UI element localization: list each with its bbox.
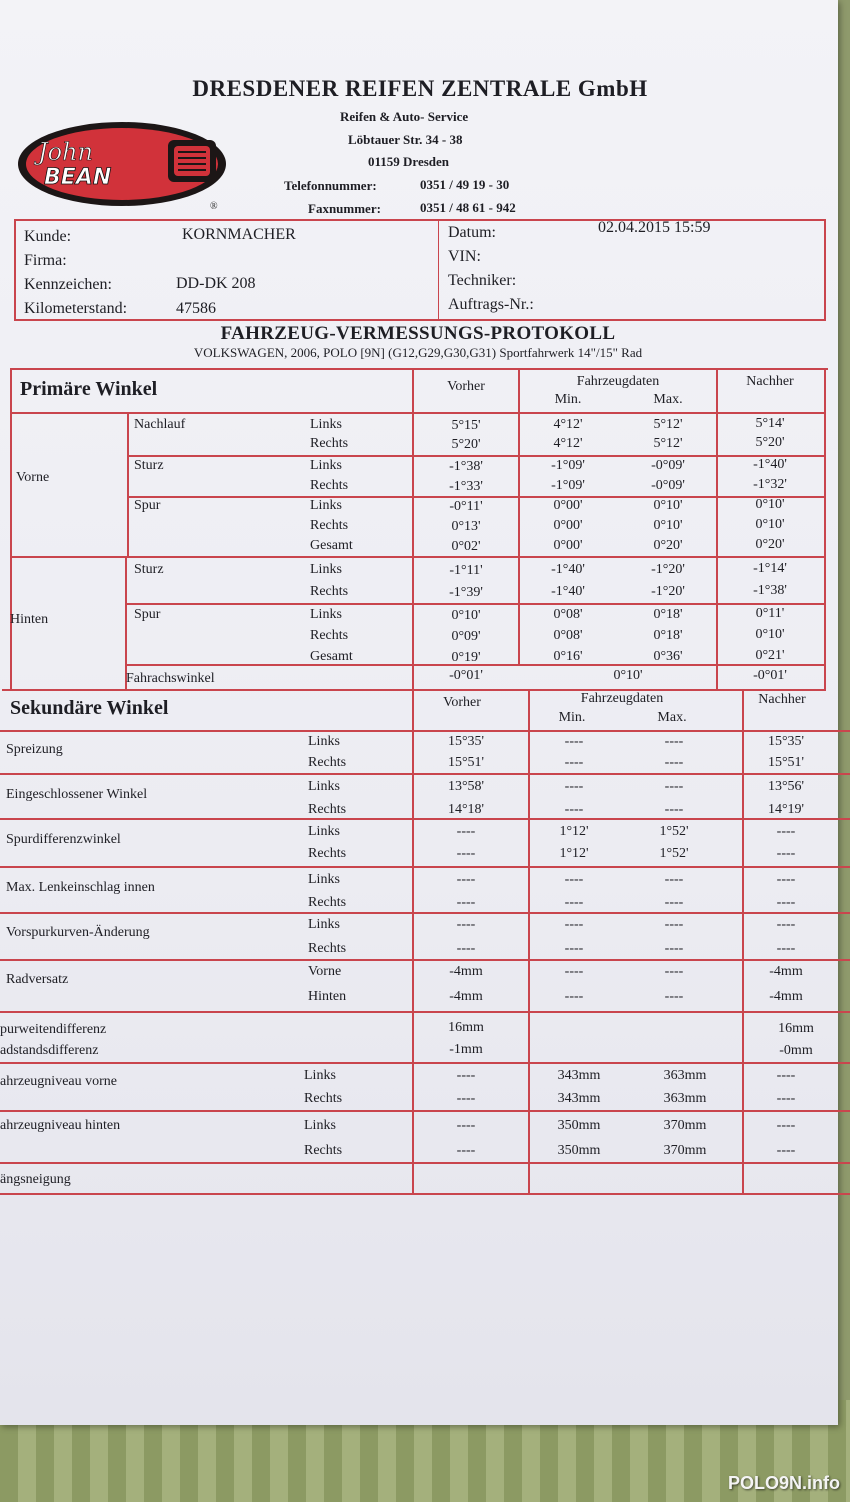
value-vorher: -4mm [449, 989, 483, 1004]
telephone-label: Telefonnummer: [284, 178, 377, 193]
side-label: Links [310, 562, 342, 577]
value-nachher: 15°35' [767, 734, 805, 749]
value-max: ---- [664, 941, 684, 956]
value-max: ---- [664, 964, 684, 979]
company-street: Löbtauer Str. 34 - 38 [348, 132, 463, 147]
col-max: Max. [653, 392, 683, 407]
sec-col-fahrzeugdaten: Fahrzeugdaten [580, 691, 664, 706]
value-max: 0°18' [653, 607, 683, 622]
side-label: Links [308, 779, 340, 794]
value-min: ---- [564, 989, 584, 1004]
side-label: Rechts [310, 628, 349, 643]
value-nachher: 14°19' [767, 802, 805, 817]
value-nachher: ---- [776, 1118, 796, 1133]
customer-value: KORNMACHER [182, 226, 296, 243]
secondary-row-label: Spurdifferenzwinkel [6, 832, 121, 847]
value-nachher: ---- [776, 895, 796, 910]
rule [0, 1062, 850, 1064]
value-nachher: 15°51' [767, 755, 805, 770]
value-max: ---- [664, 989, 684, 1004]
value-max: 363mm [663, 1091, 707, 1106]
mileage-value: 47586 [176, 300, 216, 317]
rule [14, 319, 824, 321]
value-min: 343mm [557, 1068, 601, 1083]
group-front-label: Vorne [16, 470, 50, 485]
value-min: 1°12' [559, 824, 589, 839]
value-nachher: ---- [776, 917, 796, 932]
value-min: 350mm [557, 1143, 601, 1158]
value-vorher: 14°18' [447, 802, 485, 817]
value-vorher: 0°02' [451, 539, 481, 554]
value-max: ---- [664, 802, 684, 817]
value-vorher: 15°51' [447, 755, 485, 770]
angle-category: Nachlauf [134, 417, 186, 432]
watermark: POLO9N.info [728, 1473, 840, 1493]
customer-label: Kunde: [24, 228, 72, 245]
logo-text-john: John [38, 138, 93, 166]
company-subtitle: Reifen & Auto- Service [340, 109, 469, 124]
value-vorher: -0°11' [449, 499, 483, 514]
value-vorher: ---- [456, 1143, 476, 1158]
value-min: ---- [564, 895, 584, 910]
value-max: 0°20' [653, 538, 683, 553]
value-max: ---- [664, 734, 684, 749]
grid-line [824, 369, 826, 691]
value-vorher: ---- [456, 824, 476, 839]
value-min: 0°08' [553, 607, 583, 622]
sec-col-nachher: Nachher [758, 692, 806, 707]
value-max: 363mm [663, 1068, 707, 1083]
company-field-label: Firma: [24, 252, 67, 269]
info-divider [438, 221, 439, 319]
value-nachher: 5°14' [755, 416, 785, 431]
value-max: 370mm [663, 1118, 707, 1133]
angle-category: Sturz [134, 562, 164, 577]
value-min: 4°12' [553, 417, 583, 432]
rule [126, 603, 826, 605]
secondary-row-label: Eingeschlossener Winkel [6, 787, 148, 802]
value-vorher: 5°15' [451, 418, 481, 433]
report-title: FAHRZEUG-VERMESSUNGS-PROTOKOLL [220, 323, 616, 344]
value-vorher: ---- [456, 917, 476, 932]
sec-col-max: Max. [657, 710, 687, 725]
value-min: 0°00' [553, 538, 583, 553]
value-nachher: 0°21' [755, 648, 785, 663]
side-label: Gesamt [310, 538, 353, 553]
value-min: 0°00' [553, 498, 583, 513]
technician-label: Techniker: [448, 272, 517, 289]
grid-line [528, 690, 530, 1194]
secondary-row-label: Radversatz [6, 972, 69, 987]
value-nachher: ---- [776, 1091, 796, 1106]
side-label: Rechts [308, 846, 347, 861]
value-nachher: ---- [776, 846, 796, 861]
value-min: 4°12' [553, 436, 583, 451]
date-label: Datum: [448, 224, 496, 241]
value-max: ---- [664, 872, 684, 887]
value-vorher: 0°13' [451, 519, 481, 534]
rule [0, 866, 850, 868]
side-label: Rechts [308, 895, 347, 910]
side-label: Rechts [308, 802, 347, 817]
value-vorher: ---- [456, 846, 476, 861]
order-number-label: Auftrags-Nr.: [448, 296, 534, 313]
value-max: 370mm [663, 1143, 707, 1158]
value-max: -1°20' [651, 562, 685, 577]
company-city: 01159 Dresden [368, 154, 450, 169]
value-max: -0°09' [651, 478, 685, 493]
value-min: ---- [564, 964, 584, 979]
value-vorher: ---- [456, 1118, 476, 1133]
col-vorher: Vorher [447, 379, 485, 394]
side-label: Vorne [308, 964, 342, 979]
grid-line [10, 369, 12, 691]
value-nachher: 0°10' [755, 517, 785, 532]
value-max: 0°18' [653, 628, 683, 643]
value-vorher: ---- [456, 941, 476, 956]
value-min: ---- [564, 872, 584, 887]
value-nachher: 0°10' [755, 627, 785, 642]
rule [10, 368, 828, 370]
license-plate-label: Kennzeichen: [24, 276, 112, 293]
rule [0, 959, 850, 961]
fahrachswinkel-data: 0°10' [613, 668, 643, 683]
logo-text-bean: BEAN [44, 165, 112, 190]
value-nachher: -1°32' [753, 477, 787, 492]
col-fahrzeugdaten: Fahrzeugdaten [576, 374, 660, 389]
value-vorher: -4mm [449, 964, 483, 979]
value-max: 1°52' [659, 846, 689, 861]
value-vorher: -1°33' [449, 479, 483, 494]
value-nachher: ---- [776, 941, 796, 956]
spurweite-vorher: 16mm [448, 1020, 484, 1035]
side-label: Hinten [308, 989, 347, 1004]
fax-number: 0351 / 48 61 - 942 [420, 200, 516, 215]
angle-category: Sturz [134, 458, 164, 473]
value-min: ---- [564, 755, 584, 770]
secondary-angles-heading: Sekundäre Winkel [10, 697, 169, 719]
side-label: Rechts [308, 755, 347, 770]
secondary-row-label: Vorspurkurven-Änderung [6, 925, 150, 940]
value-max: -1°20' [651, 584, 685, 599]
value-nachher: 5°20' [755, 435, 785, 450]
angle-category: Spur [134, 498, 161, 513]
value-vorher: ---- [456, 1068, 476, 1083]
side-label: Rechts [304, 1143, 343, 1158]
value-max: ---- [664, 917, 684, 932]
value-min: ---- [564, 734, 584, 749]
primary-angles-heading: Primäre Winkel [20, 378, 158, 400]
spurweite-nachher: 16mm [778, 1021, 814, 1036]
value-max: 0°36' [653, 649, 683, 664]
vehicle-description: VOLKSWAGEN, 2006, POLO [9N] (G12,G29,G30,G31) Sportfahrwerk 14"/15" Rad [193, 345, 643, 360]
radstand-nachher: -0mm [779, 1043, 813, 1058]
value-vorher: 13°58' [447, 779, 485, 794]
fahrachswinkel-vorher: -0°01' [449, 668, 483, 683]
value-min: 1°12' [559, 846, 589, 861]
side-label: Links [310, 607, 342, 622]
value-max: 5°12' [653, 436, 683, 451]
value-max: -0°09' [651, 458, 685, 473]
side-label: Rechts [304, 1091, 343, 1106]
value-nachher: -4mm [769, 964, 803, 979]
side-label: Links [308, 734, 340, 749]
value-nachher: -1°14' [753, 561, 787, 576]
value-vorher: 5°20' [451, 437, 481, 452]
value-min: -1°09' [551, 458, 585, 473]
mileage-label: Kilometerstand: [24, 300, 128, 317]
secondary-row-label: Spreizung [6, 742, 63, 757]
value-nachher: -1°40' [753, 457, 787, 472]
value-max: 0°10' [653, 498, 683, 513]
side-label: Rechts [310, 584, 349, 599]
rule [0, 1162, 850, 1164]
value-nachher: 0°10' [755, 497, 785, 512]
fax-label: Faxnummer: [308, 201, 381, 216]
niveau-vorne-label: ahrzeugniveau vorne [0, 1074, 117, 1089]
value-max: 0°10' [653, 518, 683, 533]
fahrachswinkel-nachher: -0°01' [753, 668, 787, 683]
rule [0, 1110, 850, 1112]
value-nachher: -4mm [769, 989, 803, 1004]
value-min: 343mm [557, 1091, 601, 1106]
value-vorher: ---- [456, 872, 476, 887]
value-min: -1°09' [551, 478, 585, 493]
side-label: Rechts [308, 941, 347, 956]
rule [10, 556, 826, 558]
grid-line [127, 414, 129, 556]
side-label: Links [304, 1118, 336, 1133]
value-max: ---- [664, 895, 684, 910]
value-min: -1°40' [551, 562, 585, 577]
rule [10, 412, 826, 414]
side-label: Links [308, 872, 340, 887]
telephone-number: 0351 / 49 19 - 30 [420, 177, 510, 192]
side-label: Links [310, 498, 342, 513]
value-vorher: -1°39' [449, 585, 483, 600]
value-min: ---- [564, 941, 584, 956]
side-label: Links [308, 917, 340, 932]
rule [0, 1011, 850, 1013]
value-nachher: 13°56' [767, 779, 805, 794]
sec-col-vorher: Vorher [443, 695, 481, 710]
logo-registered-mark: ® [210, 201, 218, 210]
value-vorher: ---- [456, 1091, 476, 1106]
value-vorher: ---- [456, 895, 476, 910]
date-value: 02.04.2015 15:59 [598, 219, 711, 236]
rule [0, 773, 850, 775]
license-plate-value: DD-DK 208 [176, 275, 256, 292]
side-label: Rechts [310, 436, 349, 451]
value-max: ---- [664, 779, 684, 794]
sec-col-min: Min. [558, 710, 586, 725]
value-max: ---- [664, 755, 684, 770]
value-nachher: -1°38' [753, 583, 787, 598]
value-max: 5°12' [653, 417, 683, 432]
value-nachher: ---- [776, 824, 796, 839]
value-nachher: ---- [776, 1068, 796, 1083]
rule [0, 818, 850, 820]
angle-category: Spur [134, 607, 161, 622]
fahrachswinkel-label: Fahrachswinkel [126, 671, 215, 686]
side-label: Links [310, 458, 342, 473]
value-min: 0°00' [553, 518, 583, 533]
rule [0, 1193, 850, 1195]
side-label: Rechts [310, 518, 349, 533]
value-vorher: 0°09' [451, 629, 481, 644]
value-vorher: -1°11' [449, 563, 483, 578]
value-nachher: 0°20' [755, 537, 785, 552]
value-min: ---- [564, 917, 584, 932]
side-label: Links [304, 1068, 336, 1083]
side-label: Links [308, 824, 340, 839]
value-vorher: 0°10' [451, 608, 481, 623]
side-label: Links [310, 417, 342, 432]
value-min: ---- [564, 802, 584, 817]
col-min: Min. [554, 392, 582, 407]
col-nachher: Nachher [746, 374, 794, 389]
value-nachher: ---- [776, 1143, 796, 1158]
rule [0, 730, 850, 732]
spurweite-label: purweitendifferenz [0, 1022, 107, 1037]
secondary-row-label: Max. Lenkeinschlag innen [6, 880, 155, 895]
radstand-vorher: -1mm [449, 1042, 483, 1057]
value-max: 1°52' [659, 824, 689, 839]
rule [0, 912, 850, 914]
john-bean-logo [18, 118, 230, 210]
laengsneigung-label: ängsneigung [0, 1172, 71, 1187]
value-min: 0°16' [553, 649, 583, 664]
radstand-label: adstandsdifferenz [0, 1043, 99, 1058]
value-min: ---- [564, 779, 584, 794]
value-min: 0°08' [553, 628, 583, 643]
company-name: DRESDENER REIFEN ZENTRALE GmbH [192, 76, 648, 101]
value-min: 350mm [557, 1118, 601, 1133]
value-vorher: 15°35' [447, 734, 485, 749]
value-nachher: 0°11' [755, 606, 785, 621]
value-min: -1°40' [551, 584, 585, 599]
vin-label: VIN: [448, 248, 481, 265]
value-nachher: ---- [776, 872, 796, 887]
side-label: Rechts [310, 478, 349, 493]
value-vorher: 0°19' [451, 650, 481, 665]
group-rear-label: Hinten [10, 612, 49, 627]
side-label: Gesamt [310, 649, 353, 664]
value-vorher: -1°38' [449, 459, 483, 474]
niveau-hinten-label: ahrzeugniveau hinten [0, 1118, 121, 1133]
